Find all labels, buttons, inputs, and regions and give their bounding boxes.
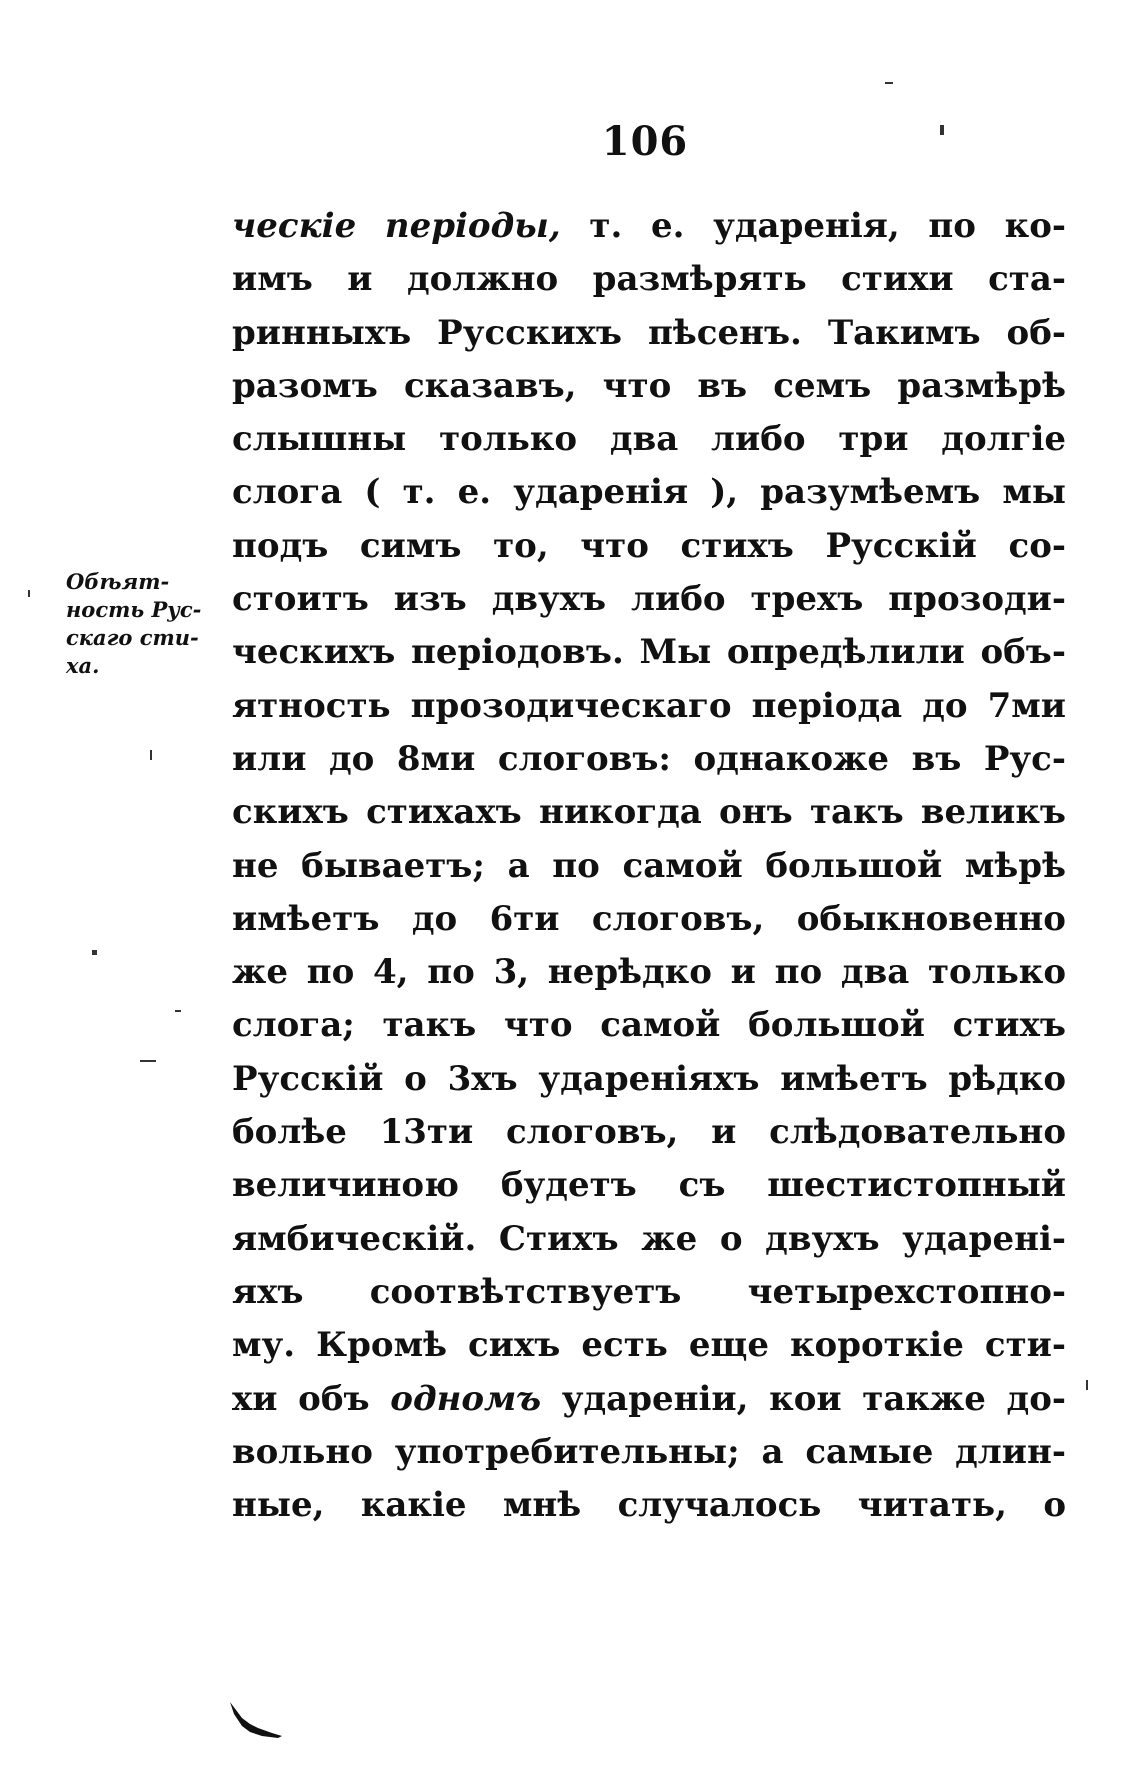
italic-word: одномъ bbox=[390, 1378, 542, 1419]
text-line: Русскій о 3хъ удареніяхъ имѣетъ рѣдко bbox=[232, 1058, 1066, 1099]
text-line: разомъ сказавъ, что въ семъ размѣрѣ bbox=[232, 365, 1066, 406]
text-line: подъ симъ то, что стихъ Русскій со- bbox=[232, 525, 1066, 566]
text-line: хи объ одномъ удареніи, кои также до- bbox=[232, 1378, 1066, 1419]
text-line: ческихъ періодовъ. Мы опредѣлили объ- bbox=[232, 632, 1066, 673]
scan-speck bbox=[28, 590, 30, 597]
scan-speck bbox=[885, 82, 893, 84]
text-line: вольно употребительны; а самые длин- bbox=[232, 1431, 1066, 1472]
text-line: стоитъ изъ двухъ либо трехъ прозоди- bbox=[232, 579, 1066, 620]
scan-speck bbox=[175, 1010, 181, 1012]
margin-note-line: Обѣят- bbox=[66, 569, 170, 594]
text-line: слышны только два либо три долгіе bbox=[232, 419, 1066, 460]
scan-speck bbox=[140, 1060, 156, 1062]
text-line: имъ и должно размѣрять стихи ста- bbox=[232, 259, 1066, 300]
text-line: ятность прозодическаго періода до 7ми bbox=[232, 685, 1066, 726]
margin-note-line: скаго сти- bbox=[66, 625, 199, 650]
body-text bbox=[232, 200, 1066, 1532]
text-line: величиною будетъ съ шестистопный bbox=[232, 1165, 1066, 1206]
scan-speck bbox=[150, 750, 152, 760]
margin-note bbox=[66, 568, 236, 680]
ink-smudge bbox=[228, 1700, 284, 1740]
text-line: ческіе періоды, т. е. ударенія, по ко- bbox=[232, 206, 1066, 246]
text-line: скихъ стихахъ никогда онъ такъ великъ bbox=[232, 792, 1066, 833]
margin-note-line: ность Рус- bbox=[66, 597, 202, 622]
margin-note-line: ха. bbox=[66, 653, 100, 678]
text-line: яхъ соотвѣтствуетъ четырехстопно- bbox=[232, 1271, 1066, 1312]
text-line: или до 8ми слоговъ: однакоже въ Рус- bbox=[232, 738, 1066, 779]
text-line: ринныхъ Русскихъ пѣсенъ. Такимъ об- bbox=[232, 312, 1066, 353]
text-line: болѣе 13ти слоговъ, и слѣдовательно bbox=[232, 1112, 1066, 1153]
italic-phrase: ческіе періоды, bbox=[232, 206, 561, 246]
text-line: ные, какіе мнѣ случалось читать, о bbox=[232, 1485, 1066, 1526]
text-line: слога ( т. е. ударенія ), разумѣемъ мы bbox=[232, 472, 1066, 513]
text-line: му. Кромѣ сихъ есть еще короткіе сти- bbox=[232, 1325, 1066, 1366]
page-number: 106 bbox=[601, 118, 689, 165]
text-line: же по 4, по 3, нерѣдко и по два только bbox=[232, 952, 1066, 993]
scan-speck bbox=[92, 950, 97, 955]
scan-speck bbox=[940, 125, 944, 135]
text-line: ямбическій. Стихъ же о двухъ ударені- bbox=[232, 1218, 1066, 1259]
text-line: имѣетъ до 6ти слоговъ, обыкновенно bbox=[232, 898, 1066, 939]
scan-speck bbox=[1086, 1380, 1088, 1390]
text-line: не бываетъ; а по самой большой мѣрѣ bbox=[232, 845, 1066, 886]
text-line: слога; такъ что самой большой стихъ bbox=[232, 1005, 1066, 1046]
